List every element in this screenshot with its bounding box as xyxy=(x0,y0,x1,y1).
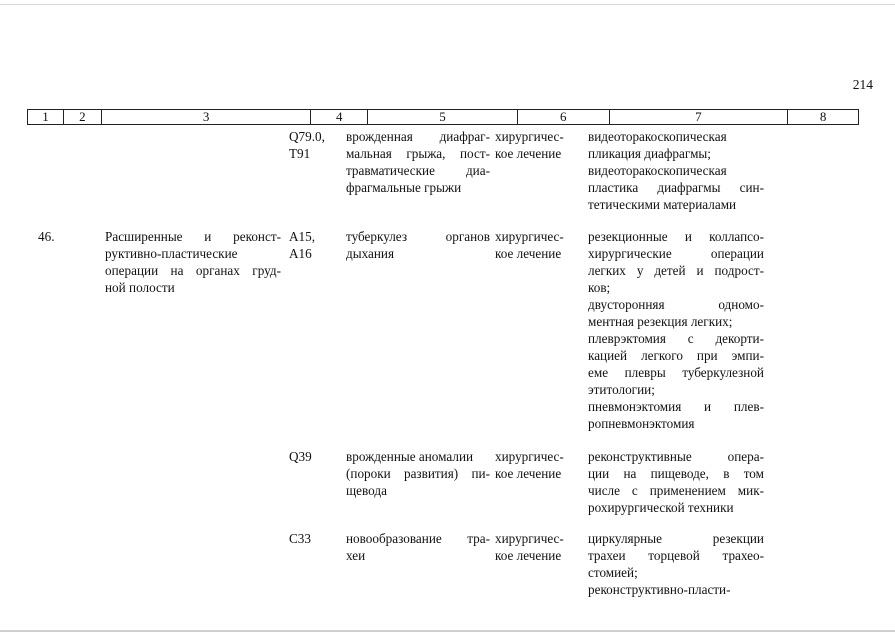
disease-line: новообразование тра- xyxy=(346,531,490,546)
disease-line: мальная грыжа, пост- xyxy=(346,146,490,161)
disease-line: (пороки развития) пи- xyxy=(346,466,490,481)
disease-line: врожденные аномалии xyxy=(346,449,474,464)
method-line: видеоторакоскопическая xyxy=(588,163,727,178)
disease-line: щевода xyxy=(346,483,387,498)
row2-codes xyxy=(289,228,341,262)
header-col-1: 1 xyxy=(28,110,64,124)
disease-line: врожденная диафраг- xyxy=(346,129,490,144)
method-line: еме плевры туберкулезной xyxy=(588,365,764,380)
row4-treatment xyxy=(495,530,585,564)
row1-codes xyxy=(289,128,341,162)
code-line: Q79.0, xyxy=(289,129,325,144)
method-line: стомией; xyxy=(588,565,638,580)
treatment-line: кое лечение xyxy=(495,548,562,563)
header-col-6: 6 xyxy=(518,110,610,124)
disease-line: травматические диа- xyxy=(346,163,490,178)
row1-treatment xyxy=(495,128,585,162)
method-line: ции на пищеводе, в том xyxy=(588,466,764,481)
code-line: A16 xyxy=(289,246,312,261)
method-line: числе с применением мик- xyxy=(588,483,764,498)
treatment-line: кое лечение xyxy=(495,246,562,261)
row1-disease xyxy=(346,128,490,196)
header-col-2: 2 xyxy=(64,110,102,124)
method-line: пневмонэктомия и плев- xyxy=(588,399,764,414)
row1-method xyxy=(588,128,764,213)
treatment-line: кое лечение xyxy=(495,466,562,481)
table-header-row xyxy=(27,109,859,125)
disease-line: туберкулез органов xyxy=(346,229,490,244)
row4-codes xyxy=(289,530,341,547)
name-line: руктивно-пластические xyxy=(105,246,238,261)
scan-artifact-top xyxy=(0,4,895,5)
method-line: резекционные и коллапсо- xyxy=(588,229,764,244)
method-line: реконструктивно-пласти- xyxy=(588,582,731,597)
method-line: кацией легкого при эмпи- xyxy=(588,348,764,363)
row3-codes xyxy=(289,448,341,465)
row2-treatment xyxy=(495,228,585,262)
page-number: 214 xyxy=(852,77,873,92)
header-col-8: 8 xyxy=(819,109,827,124)
method-line: ментная резекция легких; xyxy=(588,314,733,329)
method-line: ков; xyxy=(588,280,611,295)
code-line: C33 xyxy=(289,531,311,546)
method-line: трахеи торцевой трахео- xyxy=(588,548,764,563)
method-line: плеврэктомия с декорти- xyxy=(588,331,764,346)
disease-line: дыхания xyxy=(346,246,395,261)
method-line: двусторонняя одномо- xyxy=(588,297,764,312)
name-line: ной полости xyxy=(105,280,175,295)
row4-disease xyxy=(346,530,490,564)
treatment-line: хирургичес- xyxy=(495,531,564,546)
disease-line: фрагмальные грыжи xyxy=(346,180,462,195)
header-col-3: 3 xyxy=(102,110,312,124)
row4-method xyxy=(588,530,764,598)
name-line: операции на органах груд- xyxy=(105,263,281,278)
disease-line: хеи xyxy=(346,548,366,563)
treatment-line: хирургичес- xyxy=(495,129,564,144)
treatment-line: хирургичес- xyxy=(495,229,564,244)
row2-disease xyxy=(346,228,490,262)
code-line: T91 xyxy=(289,146,311,161)
method-line: ропневмонэктомия xyxy=(588,416,695,431)
code-line: A15, xyxy=(289,229,316,244)
method-line: пликация диафрагмы; xyxy=(588,146,711,161)
treatment-line: кое лечение xyxy=(495,146,562,161)
row2-method xyxy=(588,228,764,432)
header-col-7: 7 xyxy=(610,110,789,124)
row2-number: 46. xyxy=(38,229,55,244)
method-line: пластика диафрагмы син- xyxy=(588,180,764,195)
row3-method xyxy=(588,448,764,516)
method-line: рохирургической техники xyxy=(588,500,734,515)
method-line: хирургические операции xyxy=(588,246,764,261)
header-col-5: 5 xyxy=(368,110,518,124)
method-line: видеоторакоскопическая xyxy=(588,129,727,144)
method-line: этитологии; xyxy=(588,382,655,397)
scan-artifact-bottom xyxy=(0,630,895,632)
name-line: Расширенные и реконст- xyxy=(105,229,281,244)
method-line: реконструктивные опера- xyxy=(588,449,764,464)
treatment-line: хирургичес- xyxy=(495,449,564,464)
code-line: Q39 xyxy=(289,449,312,464)
method-line: тетическими материалами xyxy=(588,197,737,212)
method-line: легких у детей и подрост- xyxy=(588,263,764,278)
row3-treatment xyxy=(495,448,585,482)
row2-name xyxy=(105,228,281,296)
row3-disease xyxy=(346,448,490,499)
header-col-4: 4 xyxy=(311,110,368,124)
method-line: циркулярные резекции xyxy=(588,531,764,546)
